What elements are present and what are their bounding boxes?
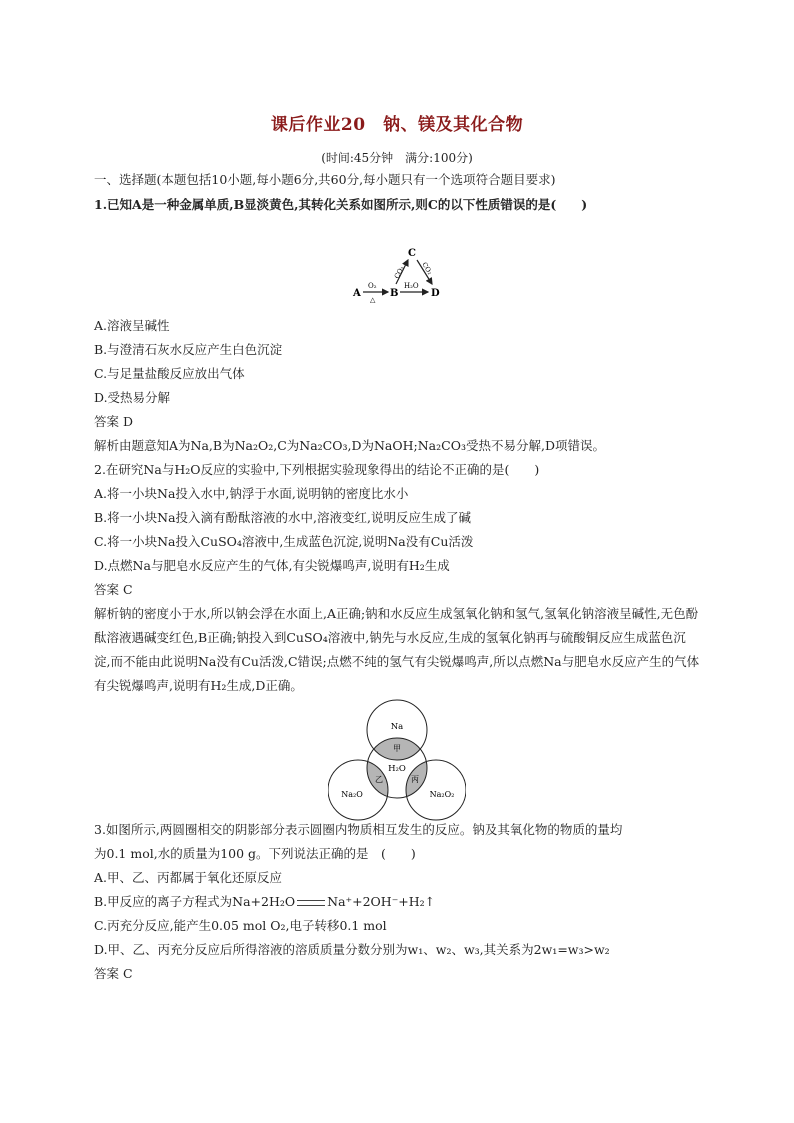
label-na: Na bbox=[390, 722, 404, 732]
q1-answer: 答案 D bbox=[94, 414, 133, 429]
venn-diagram bbox=[328, 698, 466, 824]
q2-option-c: C.将一小块Na投入CuSO₄溶液中,生成蓝色沉淀,说明Na没有Cu活泼 bbox=[94, 534, 474, 549]
page-title: 课后作业20 钠、镁及其化合物 bbox=[270, 115, 524, 135]
q3-option-b bbox=[94, 894, 435, 910]
q3-option-b-left: B.甲反应的离子方程式为Na+2H₂O bbox=[94, 894, 296, 909]
label-o2: O₂ bbox=[368, 282, 377, 290]
label-co2-right: CO₂ bbox=[420, 260, 434, 277]
node-d: D bbox=[431, 288, 440, 299]
label-yi: 乙 bbox=[375, 775, 383, 784]
label-jia: 甲 bbox=[393, 744, 401, 753]
reaction-diagram bbox=[350, 244, 450, 306]
section-heading: 一、选择题(本题包括10小题,每小题6分,共60分,每小题只有一个选项符合题目要求) bbox=[94, 172, 556, 187]
label-co2-left: CO₂ bbox=[392, 264, 406, 280]
q3-option-d: D.甲、乙、丙充分反应后所得溶液的溶质质量分数分别为w₁、w₂、w₃,其关系为2w₁=w₃>w₂ bbox=[94, 942, 610, 957]
label-heat: △ bbox=[370, 296, 376, 304]
label-h2o-center: H₂O bbox=[388, 764, 406, 774]
q2-option-a: A.将一小块Na投入水中,钠浮于水面,说明钠的密度比水小 bbox=[94, 486, 409, 501]
q2-answer: 答案 C bbox=[94, 582, 133, 597]
question-3-stem-line1: 3.如图所示,两圆圈相交的阴影部分表示圆圈内物质相互发生的反应。钠及其氧化物的物质的量均 bbox=[94, 822, 623, 837]
q3-answer: 答案 C bbox=[94, 966, 133, 981]
q2-analysis: 解析钠的密度小于水,所以钠会浮在水面上,A正确;钠和水反应生成氢氧化钠和氢气,氢氧化钠溶液呈碱性,无色酚酞溶液遇碱变红色,B正确;钠投入到CuSO₄溶液中,钠先与水反应,生成的氢氧化钠再与硫酸铜反应生成蓝色沉淀,而不能由此说明Na没有Cu活泼,C错误;点燃不纯的氢气有尖锐爆鸣声,所以点燃Na与肥皂水反应产生的气体有尖锐爆鸣声,说明有H₂生成,D正确。 bbox=[94, 606, 700, 693]
q3-option-c: C.丙充分反应,能产生0.05 mol O₂,电子转移0.1 mol bbox=[94, 918, 387, 933]
q2-option-d: D.点燃Na与肥皂水反应产生的气体,有尖锐爆鸣声,说明有H₂生成 bbox=[94, 558, 450, 573]
q3-option-b-right: Na⁺+2OH⁻+H₂↑ bbox=[327, 894, 436, 909]
q1-option-a: A.溶液呈碱性 bbox=[94, 318, 170, 333]
time-score-info: (时间:45分钟 满分:100分) bbox=[321, 151, 473, 165]
label-bing: 丙 bbox=[411, 775, 419, 784]
q1-analysis: 解析由题意知A为Na,B为Na₂O₂,C为Na₂CO₃,D为NaOH;Na₂CO₃受热不易分解,D项错误。 bbox=[94, 438, 605, 453]
node-a: A bbox=[353, 288, 361, 299]
q1-option-d: D.受热易分解 bbox=[94, 390, 171, 405]
question-1-stem: 1.已知A是一种金属单质,B显淡黄色,其转化关系如图所示,则C的以下性质错误的是( ) bbox=[94, 197, 588, 212]
q3-option-a: A.甲、乙、丙都属于氧化还原反应 bbox=[94, 870, 283, 885]
label-na2o: Na₂O bbox=[341, 790, 363, 799]
q1-option-c: C.与足量盐酸反应放出气体 bbox=[94, 366, 245, 381]
node-c: C bbox=[408, 248, 416, 259]
label-h2o: H₂O bbox=[404, 282, 419, 290]
q1-option-b: B.与澄清石灰水反应产生白色沉淀 bbox=[94, 342, 283, 357]
question-3-stem-line2: 为0.1 mol,水的质量为100 g。下列说法正确的是 ( ) bbox=[94, 846, 416, 861]
question-2-stem: 2.在研究Na与H₂O反应的实验中,下列根据实验现象得出的结论不正确的是( ) bbox=[94, 462, 540, 477]
q2-option-b: B.将一小块Na投入滴有酚酞溶液的水中,溶液变红,说明反应生成了碱 bbox=[94, 510, 471, 525]
node-b: B bbox=[390, 288, 399, 299]
label-na2o2: Na₂O₂ bbox=[429, 790, 455, 799]
equals-sign bbox=[297, 900, 325, 906]
